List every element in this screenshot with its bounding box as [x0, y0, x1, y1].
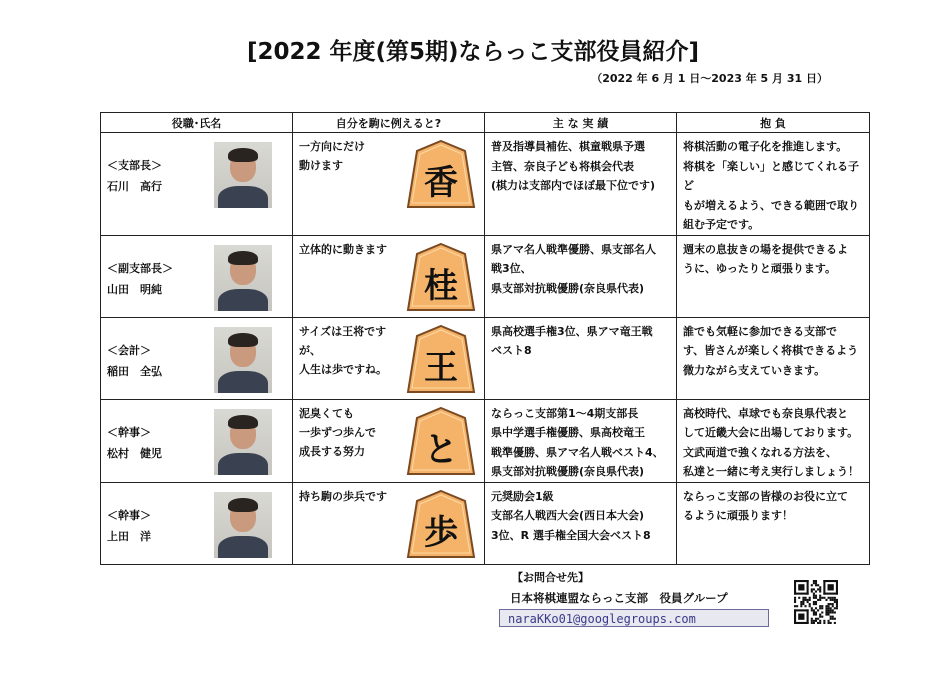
shogi-piece-icon — [405, 324, 477, 394]
aspiration-line: 微力ながら支えていきます。 — [683, 363, 826, 377]
officer-photo — [214, 142, 272, 208]
achievement-line: 支部名人戦西大会(西日本大会) — [491, 509, 645, 522]
aspiration-line: 高校時代、卓球でも奈良県代表と — [683, 406, 848, 420]
piece-description-line: 立体的に動きます — [299, 242, 387, 256]
officer-name: 松村 健児 — [107, 446, 162, 460]
officer-role: ＜副支部長＞ — [107, 261, 173, 275]
piece-cell — [293, 399, 485, 482]
officer-role: ＜幹事＞ — [107, 425, 151, 439]
aspiration-line: 組む予定です。 — [683, 218, 760, 231]
aspiration-cell — [677, 482, 870, 564]
header-aspiration: 抱 負 — [677, 113, 870, 133]
achievements-cell — [485, 133, 677, 236]
table-row — [101, 317, 870, 399]
officer-cell — [101, 482, 293, 564]
piece-cell — [293, 317, 485, 399]
contact-email-link[interactable]: naraKKo01@googlegroups.com — [499, 609, 769, 627]
header-role-name: 役職･氏名 — [101, 113, 293, 133]
aspiration-line: 文武両道で強くなれる方法を、 — [683, 445, 837, 459]
aspiration-cell — [677, 317, 870, 399]
contact-label: 【お問合せ先】 — [512, 571, 589, 584]
officer-photo — [214, 409, 272, 475]
officer-photo — [214, 245, 272, 311]
shogi-piece-icon — [405, 489, 477, 559]
shogi-piece-character: 香 — [424, 163, 458, 203]
table-row — [101, 399, 870, 482]
aspiration-line: うに、ゆったりと頑張ります。 — [683, 262, 837, 275]
officer-cell — [101, 133, 293, 236]
shogi-piece-character: 王 — [424, 347, 458, 388]
achievement-line: (棋力は支部内でほぼ最下位です) — [491, 179, 656, 192]
officers-table — [100, 112, 870, 565]
aspiration-line: して近畿大会に出場しております。 — [683, 426, 859, 439]
officer-name: 石川 高行 — [107, 180, 162, 193]
achievement-line: 3位、R 選手権全国大会ベスト8 — [491, 528, 651, 542]
aspiration-line: 週末の息抜きの場を提供できるよ — [683, 242, 848, 256]
achievements-cell — [485, 399, 677, 482]
aspiration-line: 将棋を「楽しい」と感じてくれる子ど — [683, 159, 859, 192]
piece-description-line: 成長する努力 — [299, 444, 365, 458]
aspiration-line: ならっこ支部の皆様のお役に立て — [683, 489, 848, 503]
page-title: [2022 年度(第5期)ならっこ支部役員紹介] — [246, 39, 700, 65]
piece-cell — [293, 133, 485, 236]
table-row — [101, 235, 870, 317]
piece-description-line: サイズは王将ですが、 — [299, 324, 387, 357]
aspiration-line: 誰でも気軽に参加できる支部で — [683, 324, 837, 338]
piece-cell — [293, 235, 485, 317]
shogi-piece-character: 歩 — [424, 512, 458, 553]
officer-role: ＜幹事＞ — [107, 508, 151, 522]
shogi-piece-icon — [405, 242, 477, 312]
achievement-line: ベスト8 — [491, 344, 532, 357]
shogi-piece-character: 桂 — [424, 265, 458, 306]
aspiration-line: るように頑張ります！ — [683, 509, 793, 522]
achievement-line: 県中学選手権優勝、県高校竜王 — [491, 426, 645, 439]
aspiration-cell — [677, 235, 870, 317]
table-header-row — [101, 113, 870, 133]
header-piece: 自分を駒に例えると? — [293, 113, 485, 133]
aspiration-line: す、皆さんが楽しく将棋できるよう — [683, 344, 859, 357]
officer-name: 山田 明純 — [107, 282, 162, 296]
officer-cell — [101, 235, 293, 317]
aspiration-line: 将棋活動の電子化を推進します。 — [683, 140, 848, 153]
achievement-line: 戦3位、 — [491, 262, 532, 275]
officer-role: ＜会計＞ — [107, 343, 151, 357]
table-row — [101, 482, 870, 564]
achievements-cell — [485, 235, 677, 317]
achievement-line: 県高校選手権3位、県アマ竜王戦 — [491, 324, 653, 338]
officer-photo — [214, 492, 272, 558]
piece-description-line: 人生は歩ですね。 — [299, 362, 387, 376]
aspiration-line: もが増えるよう、できる範囲で取り — [683, 198, 859, 212]
piece-description-line: 動けます — [299, 159, 343, 172]
term-period: （2022 年 6 月 1 日～2023 年 5 月 31 日） — [591, 72, 828, 85]
piece-description-line: 泥臭くても — [299, 406, 354, 420]
achievements-cell — [485, 317, 677, 399]
aspiration-line: 私達と一緒に考え実行しましょう！ — [683, 465, 859, 478]
officer-photo — [214, 327, 272, 393]
achievement-line: 主管、奈良子ども将棋会代表 — [491, 159, 634, 173]
piece-description-line: 持ち駒の歩兵です — [299, 489, 387, 503]
achievements-cell — [485, 482, 677, 564]
achievement-line: 元奨励会1級 — [491, 489, 554, 503]
aspiration-cell — [677, 133, 870, 236]
achievement-line: 戦準優勝、県アマ名人戦ベスト4、 — [491, 445, 664, 459]
piece-description-line: 一歩ずつ歩んで — [299, 425, 376, 439]
header-achievements: 主 な 実 績 — [485, 113, 677, 133]
officer-cell — [101, 317, 293, 399]
qr-code — [794, 580, 838, 624]
officer-role: ＜支部長＞ — [107, 159, 162, 172]
shogi-piece-icon — [405, 406, 477, 476]
achievement-line: 県支部対抗戦優勝(奈良県代表) — [491, 281, 645, 295]
aspiration-cell — [677, 399, 870, 482]
officer-name: 稲田 全弘 — [107, 364, 162, 378]
shogi-piece-icon — [405, 139, 477, 209]
officer-cell — [101, 399, 293, 482]
piece-cell — [293, 482, 485, 564]
table-row — [101, 133, 870, 236]
achievement-line: 普及指導員補佐、棋童戦県予選 — [491, 140, 645, 153]
achievement-line: 県支部対抗戦優勝(奈良県代表) — [491, 465, 645, 478]
shogi-piece-character: と — [424, 429, 458, 470]
contact-organization: 日本将棋連盟ならっこ支部 役員グループ — [510, 591, 728, 605]
piece-description-line: 一方向にだけ — [299, 140, 365, 153]
achievement-line: ならっこ支部第1～4期支部長 — [491, 406, 639, 420]
achievement-line: 県アマ名人戦準優勝、県支部名人 — [491, 242, 656, 256]
officer-name: 上田 洋 — [107, 529, 151, 543]
